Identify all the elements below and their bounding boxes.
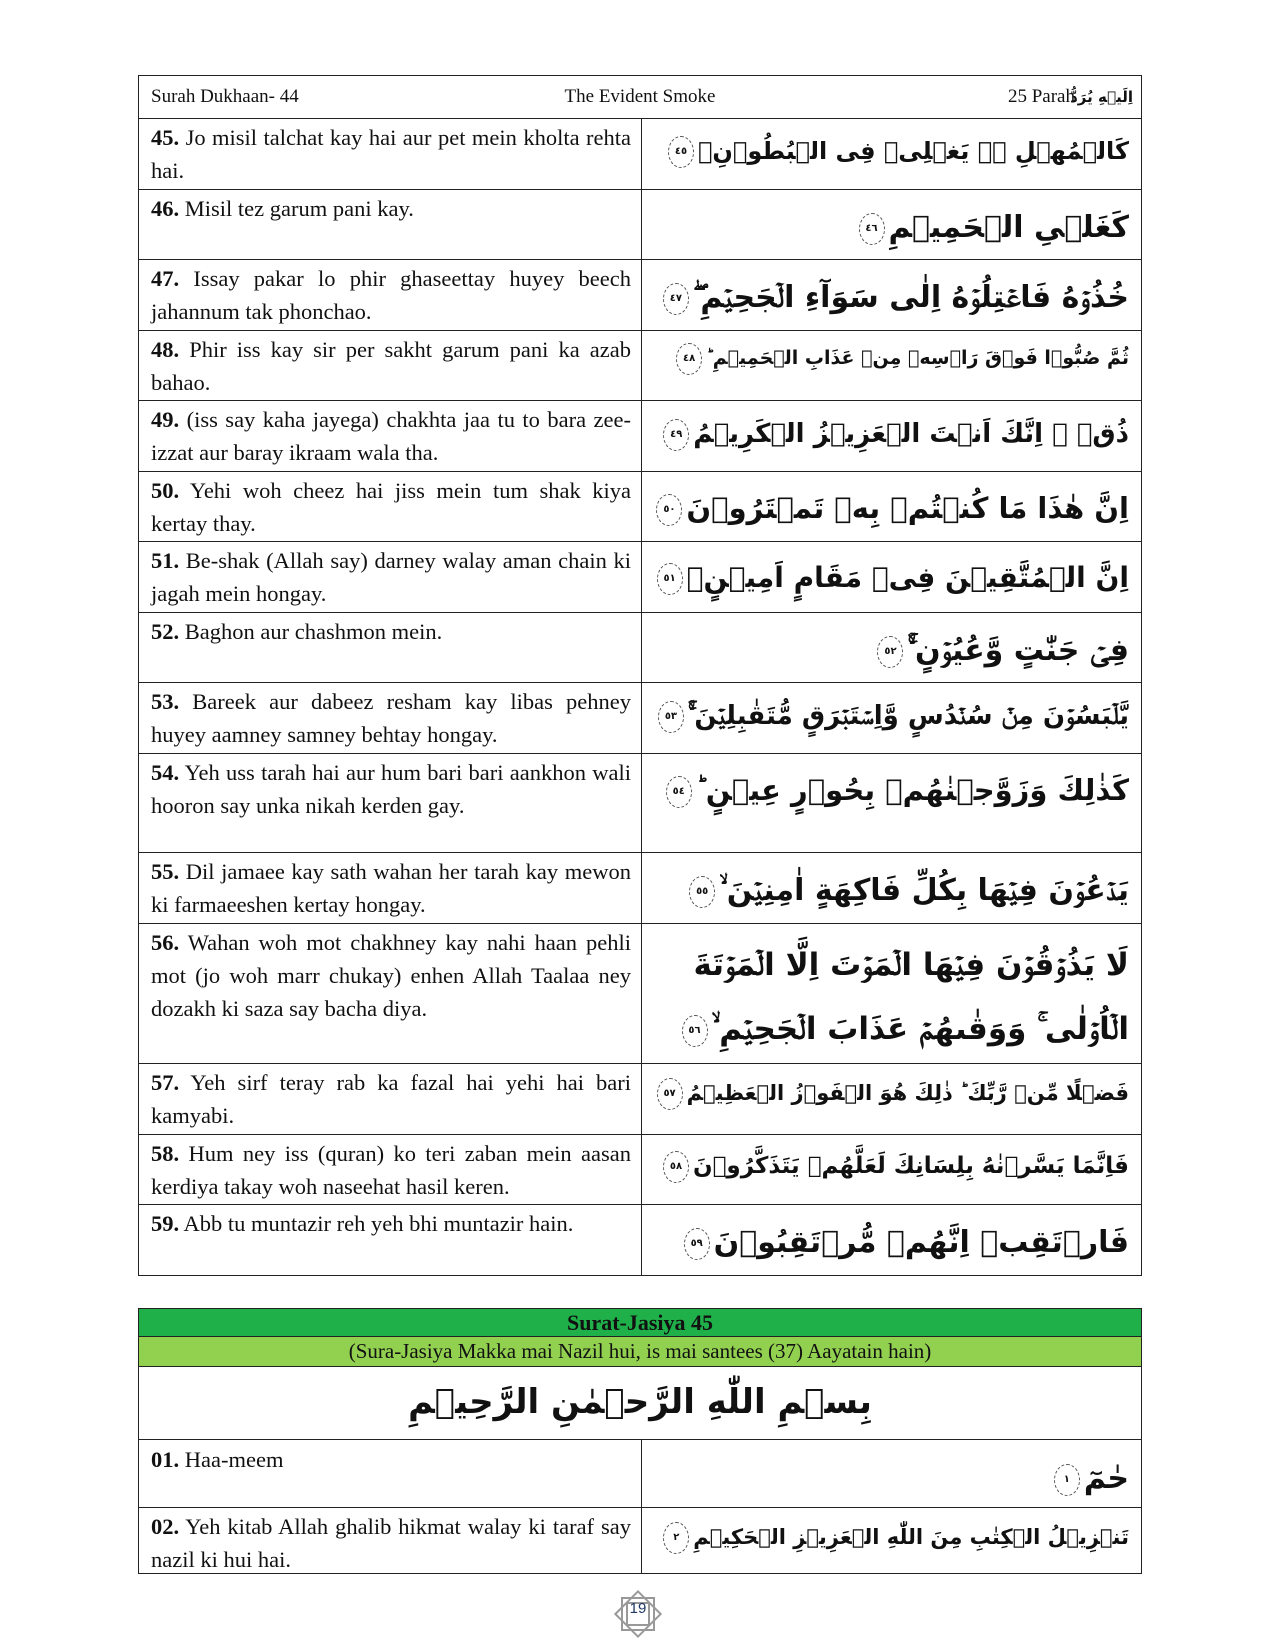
verse-number: 54. bbox=[151, 760, 180, 785]
arabic-cell bbox=[642, 753, 1141, 852]
ayah-end-marker-icon: ٤٦ bbox=[859, 213, 885, 245]
arabic-text: فَارۡتَقِبۡ اِنَّهُمۡ مُّرۡتَقِبُوۡنَ bbox=[713, 1225, 1129, 1260]
verse-number: 46. bbox=[151, 196, 180, 221]
parah-arabic: اِلَيۡهِ يُرَدُّ bbox=[1070, 88, 1133, 106]
arabic-cell bbox=[642, 118, 1141, 189]
verse-row bbox=[138, 753, 1142, 853]
arabic-cell bbox=[642, 541, 1141, 612]
parah-label: 25 Parah bbox=[1007, 86, 1075, 107]
translation-cell bbox=[139, 1204, 642, 1275]
verse-number: 01. bbox=[151, 1447, 180, 1472]
translation-cell bbox=[139, 259, 642, 330]
verse-number: 51. bbox=[151, 548, 180, 573]
verse-number: 56. bbox=[151, 930, 180, 955]
translation-text: Haa-meem bbox=[184, 1447, 284, 1472]
arabic-text: خُذُوۡهُ فَاعۡتِلُوۡهُ اِلٰى سَوَآءِ الۡجَحِيۡمِ ۖ bbox=[692, 280, 1129, 315]
verse-number: 55. bbox=[151, 859, 180, 884]
translation-text: Jo misil talchat kay hai aur pet mein kholta rehta hai. bbox=[151, 125, 631, 183]
verse-row bbox=[138, 852, 1142, 924]
ayah-end-marker-icon: ٥٧ bbox=[657, 1078, 683, 1110]
bismillah: بِسۡمِ اللّٰهِ الرَّحۡمٰنِ الرَّحِيۡمِ bbox=[138, 1366, 1142, 1440]
arabic-text: فَضۡلًا مِّنۡ رَّبِّكَ ؕ ذٰلِكَ هُوَ الۡفَوۡزُ الۡعَظِيۡمُ bbox=[686, 1081, 1129, 1105]
arabic-cell bbox=[642, 400, 1141, 471]
verse-row bbox=[138, 1134, 1142, 1205]
ayah-end-marker-icon: ٢ bbox=[663, 1522, 689, 1554]
arabic-cell bbox=[642, 471, 1141, 541]
page-title: The Evident Smoke bbox=[564, 86, 716, 107]
verse-number: 47. bbox=[151, 266, 180, 291]
verse-row bbox=[138, 612, 1142, 683]
verse-number: 48. bbox=[151, 337, 180, 362]
arabic-text: تَنۡزِيۡلُ الۡكِتٰبِ مِنَ اللّٰهِ الۡعَزِيۡزِ الۡحَكِيۡمِ bbox=[693, 1525, 1129, 1549]
arabic-text: كَغَلۡىِ الۡحَمِيۡمِ bbox=[888, 210, 1129, 245]
translation-cell bbox=[139, 1440, 642, 1507]
translation-text: Issay pakar lo phir ghaseettay huyey beech jahannum tak phonchao. bbox=[151, 266, 631, 324]
translation-text: Abb tu muntazir reh yeh bhi muntazir hain. bbox=[183, 1211, 574, 1236]
arabic-cell bbox=[642, 1440, 1141, 1507]
translation-text: Dil jamaee kay sath wahan her tarah kay mewon ki farmaeeshen kertay hongay. bbox=[151, 859, 632, 917]
translation-text: (iss say kaha jayega) chakhta jaa tu to bara zee-izzat aur baray ikraam wala tha. bbox=[151, 407, 631, 465]
verse-number: 58. bbox=[151, 1141, 180, 1166]
verse-row bbox=[138, 400, 1142, 472]
translation-cell bbox=[139, 852, 642, 923]
page-number: 19 bbox=[629, 1600, 647, 1617]
verse-number: 52. bbox=[151, 619, 180, 644]
verse-row bbox=[138, 471, 1142, 542]
arabic-cell bbox=[642, 330, 1141, 400]
ayah-end-marker-icon: ٥٣ bbox=[658, 701, 684, 733]
arabic-text: حٰمٓ bbox=[1083, 1461, 1129, 1496]
verse-number: 49. bbox=[151, 407, 180, 432]
translation-cell bbox=[139, 923, 642, 1063]
ayah-end-marker-icon: ٥٠ bbox=[656, 494, 682, 526]
arabic-text: كَذٰلِكَ وَزَوَّجۡنٰهُمۡ بِحُوۡرٍ عِيۡنٍ ؕ bbox=[695, 773, 1129, 807]
verse-number: 45. bbox=[151, 125, 180, 150]
arabic-text: لَا يَذُوۡقُوۡنَ فِيۡهَا الۡمَوۡتَ اِلَّا الۡمَوۡتَةَ الۡاُوۡلٰى ۚ وَوَقٰٮهُمۡ عَذَابَ الۡجَحِيۡمِ ۙ bbox=[693, 947, 1129, 1047]
arabic-cell bbox=[642, 1204, 1141, 1275]
arabic-cell bbox=[642, 1134, 1141, 1204]
verse-row bbox=[138, 189, 1142, 260]
arabic-text: يَّلۡبَسُوۡنَ مِنۡ سُنۡدُسٍ وَّاِسۡتَبۡرَقٍ مُّتَقٰبِلِيۡنَ ۚۙ bbox=[687, 701, 1129, 731]
arabic-text: فِىۡ جَنّٰتٍ وَّعُيُوۡنٍ ۚۙ bbox=[907, 633, 1129, 668]
ayah-end-marker-icon: ٥١ bbox=[657, 563, 683, 595]
translation-text: Misil tez garum pani kay. bbox=[184, 196, 414, 221]
ayah-end-marker-icon: ٥٦ bbox=[682, 1015, 708, 1047]
translation-text: Be-shak (Allah say) darney walay aman chain ki jagah mein hongay. bbox=[151, 548, 632, 606]
surah-label: Surah Dukhaan- 44 bbox=[151, 86, 299, 107]
next-surah-subtitle: (Sura-Jasiya Makka mai Nazil hui, is mai santees (37) Aayatain hain) bbox=[138, 1336, 1142, 1367]
verse-row bbox=[138, 923, 1142, 1064]
translation-text: Yeh sirf teray rab ka fazal hai yehi hai bari kamyabi. bbox=[151, 1070, 631, 1128]
arabic-cell bbox=[642, 682, 1141, 753]
arabic-text: ذُقۡ ۚ اِنَّكَ اَنۡتَ الۡعَزِيۡزُ الۡكَرِيۡمُ bbox=[693, 419, 1129, 449]
page-header bbox=[138, 75, 1142, 119]
translation-cell bbox=[139, 1507, 642, 1573]
ayah-end-marker-icon: ٥٩ bbox=[684, 1228, 710, 1260]
translation-cell bbox=[139, 612, 642, 682]
ayah-end-marker-icon: ٥٨ bbox=[663, 1151, 689, 1183]
verse-row bbox=[138, 259, 1142, 331]
verse-number: 50. bbox=[151, 478, 180, 503]
arabic-text: يَدۡعُوۡنَ فِيۡهَا بِكُلِّ فَاكِهَةٍ اٰمِنِيۡنَ ۙ bbox=[719, 873, 1129, 908]
verse-number: 53. bbox=[151, 689, 180, 714]
translation-text: Hum ney iss (quran) ko teri zaban mein aasan kerdiya takay woh naseehat hasil keren. bbox=[151, 1141, 631, 1199]
next-surah-title: Surat-Jasiya 45 bbox=[138, 1308, 1142, 1337]
ayah-end-marker-icon: ٤٧ bbox=[663, 283, 689, 315]
arabic-cell bbox=[642, 1507, 1141, 1573]
translation-cell bbox=[139, 753, 642, 852]
translation-text: Bareek aur dabeez resham kay libas pehney huyey aamney samney behtay hongay. bbox=[151, 689, 631, 747]
verse-number: 57. bbox=[151, 1070, 180, 1095]
translation-cell bbox=[139, 682, 642, 753]
verse-row bbox=[138, 1507, 1142, 1574]
translation-cell bbox=[139, 330, 642, 400]
arabic-text: ثُمَّ صُبُّوۡا فَوۡقَ رَاۡسِهٖ مِنۡ عَذَابِ الۡحَمِيۡمِ ؕ bbox=[706, 347, 1129, 369]
translation-cell bbox=[139, 189, 642, 259]
verse-number: 59. bbox=[151, 1211, 180, 1236]
verse-row bbox=[138, 1439, 1142, 1508]
translation-text: Wahan woh mot chakhney kay nahi haan pehli mot (jo woh marr chukay) enhen Allah Taalaa ney dozakh ki saza say bacha diya. bbox=[151, 930, 631, 1021]
translation-text: Baghon aur chashmon mein. bbox=[184, 619, 443, 644]
translation-text: Yeh kitab Allah ghalib hikmat walay ki taraf say nazil ki hui hai. bbox=[151, 1514, 631, 1572]
verse-row bbox=[138, 118, 1142, 190]
translation-cell bbox=[139, 118, 642, 189]
translation-cell bbox=[139, 1063, 642, 1134]
verse-row bbox=[138, 682, 1142, 754]
translation-cell bbox=[139, 400, 642, 471]
verse-row bbox=[138, 541, 1142, 613]
arabic-text: اِنَّ الۡمُتَّقِيۡنَ فِىۡ مَقَامٍ اَمِيۡنٍۙ bbox=[686, 561, 1129, 594]
translation-text: Phir iss kay sir per sakht garum pani ka azab bahao. bbox=[151, 337, 631, 395]
translation-text: Yeh uss tarah hai aur hum bari bari aankhon wali hooron say unka nikah kerden gay. bbox=[151, 760, 631, 818]
translation-cell bbox=[139, 1134, 642, 1204]
translation-text: Yehi woh cheez hai jiss mein tum shak kiya kertay thay. bbox=[151, 478, 631, 536]
ayah-end-marker-icon: ٤٨ bbox=[676, 343, 702, 375]
verse-row bbox=[138, 330, 1142, 401]
ayah-end-marker-icon: ٤٩ bbox=[663, 419, 689, 451]
arabic-text: اِنَّ هٰذَا مَا كُنۡتُمۡ بِهٖ تَمۡتَرُوۡنَ bbox=[686, 491, 1129, 525]
ayah-end-marker-icon: ١ bbox=[1054, 1464, 1080, 1496]
arabic-cell bbox=[642, 852, 1141, 923]
arabic-text: فَاِنَّمَا يَسَّرۡنٰهُ بِلِسَانِكَ لَعَلَّهُمۡ يَتَذَكَّرُوۡنَ bbox=[692, 1153, 1129, 1179]
arabic-cell bbox=[642, 923, 1141, 1063]
verse-row bbox=[138, 1204, 1142, 1276]
verse-row bbox=[138, 1063, 1142, 1135]
ayah-end-marker-icon: ٥٥ bbox=[689, 876, 715, 908]
translation-cell bbox=[139, 471, 642, 541]
translation-cell bbox=[139, 541, 642, 612]
ayah-end-marker-icon: ٥٤ bbox=[666, 776, 692, 808]
arabic-cell bbox=[642, 612, 1141, 682]
ayah-end-marker-icon: ٤٥ bbox=[668, 136, 694, 168]
arabic-cell bbox=[642, 259, 1141, 330]
arabic-cell bbox=[642, 1063, 1141, 1134]
verse-number: 02. bbox=[151, 1514, 180, 1539]
ayah-end-marker-icon: ٥٢ bbox=[877, 636, 903, 668]
arabic-cell bbox=[642, 189, 1141, 259]
arabic-text: كَالۡمُهۡلِ ۛۚ يَغۡلِىۡ فِى الۡبُطُوۡنِۙ bbox=[698, 137, 1129, 165]
